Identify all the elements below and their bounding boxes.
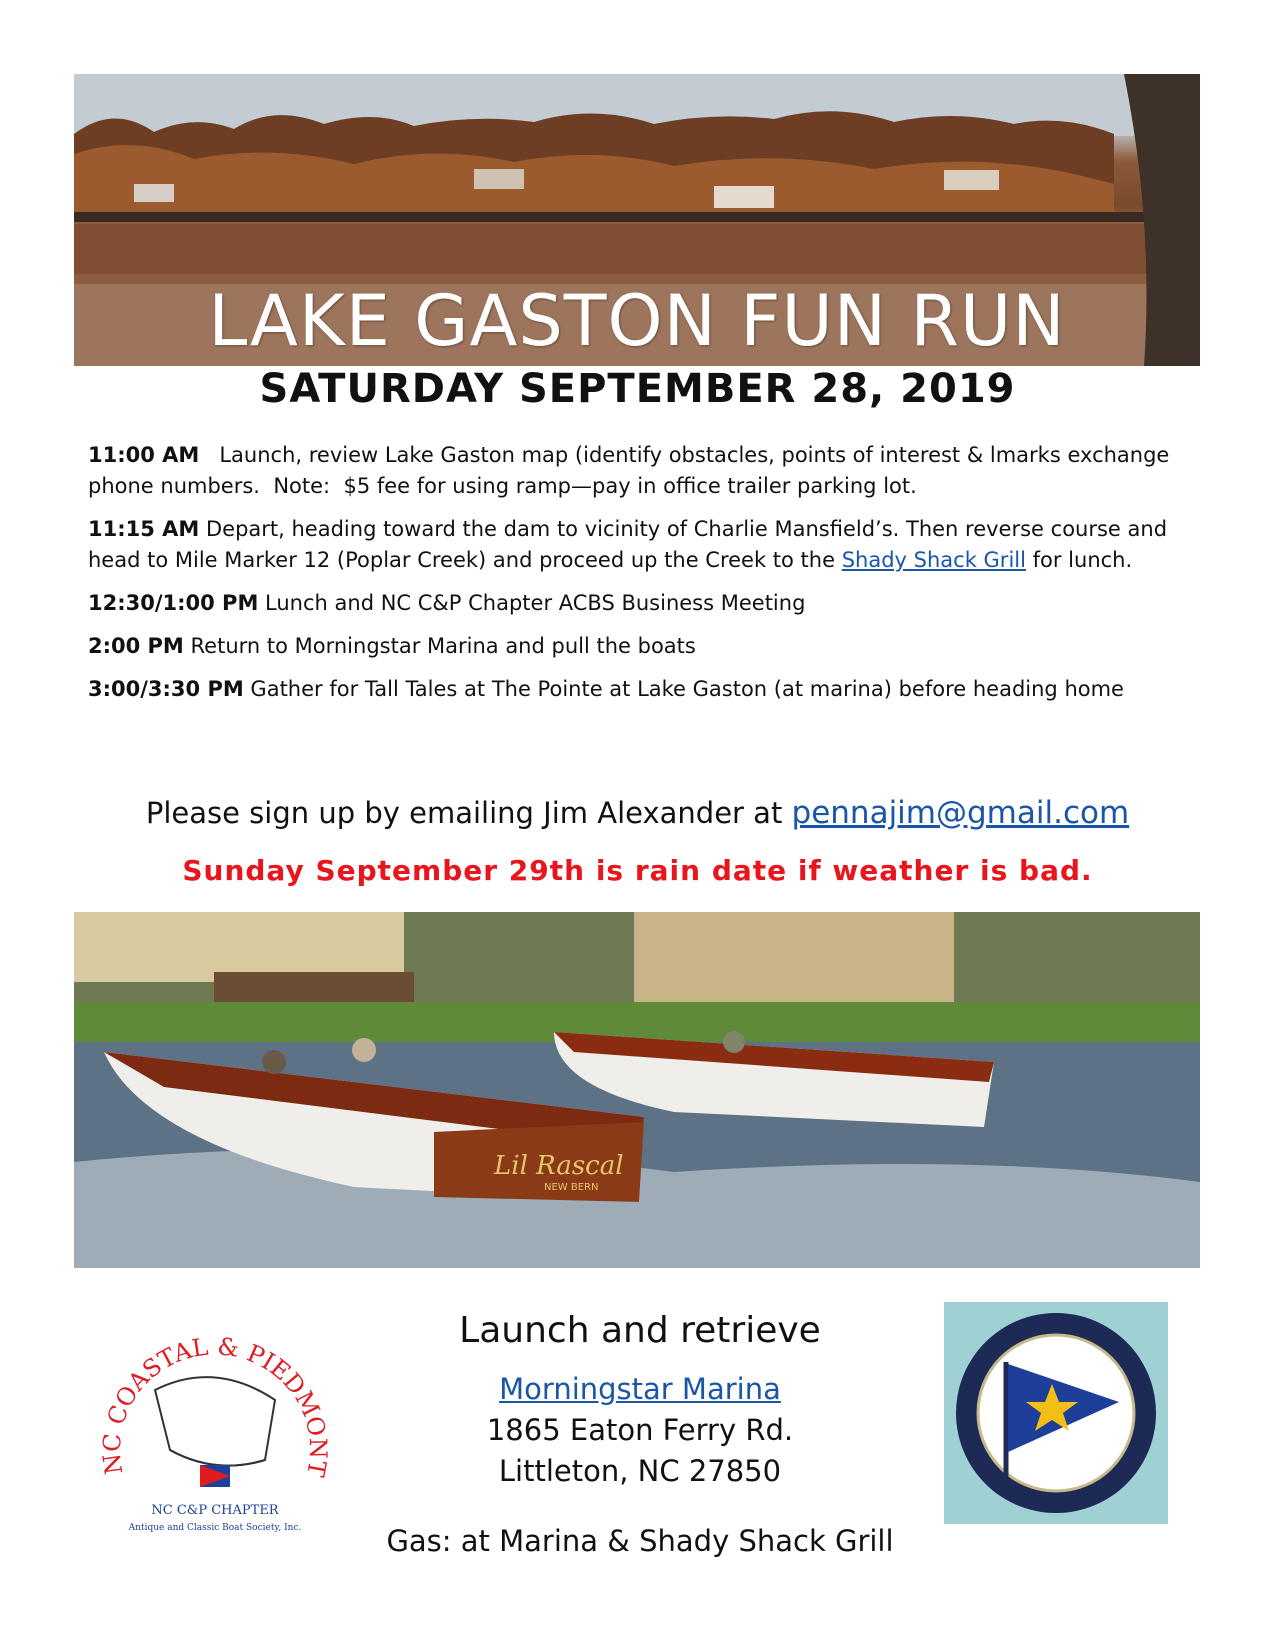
logo-society-text: Antique and Classic Boat Society, Inc. bbox=[128, 1523, 302, 1533]
address-city: Littleton, NC 27850 bbox=[498, 1454, 782, 1488]
schedule-time: 11:15 AM bbox=[88, 517, 200, 541]
schedule-item bbox=[88, 588, 1198, 619]
event-date: SATURDAY SEPTEMBER 28, 2019 bbox=[259, 366, 1016, 412]
schedule-text: Lunch and NC C&P Chapter ACBS Business Meeting bbox=[258, 591, 806, 615]
nc-chapter-logo bbox=[95, 1290, 335, 1550]
schedule-item bbox=[88, 674, 1198, 705]
morningstar-marina-link[interactable]: Morningstar Marina bbox=[499, 1372, 781, 1406]
launch-info bbox=[380, 1310, 900, 1492]
signup-line bbox=[0, 795, 1275, 831]
email-link[interactable]: pennajim@gmail.com bbox=[791, 795, 1130, 831]
boat-home-lettering: NEW BERN bbox=[544, 1182, 599, 1193]
schedule-text: Gather for Tall Tales at The Pointe at Lake Gaston (at marina) before heading home bbox=[243, 677, 1124, 701]
address-street: 1865 Eaton Ferry Rd. bbox=[486, 1413, 794, 1447]
schedule-time: 3:00/3:30 PM bbox=[88, 677, 244, 701]
boats-scene bbox=[74, 912, 1200, 1268]
schedule-text-after: for lunch. bbox=[1025, 548, 1133, 572]
schedule-time: 11:00 AM bbox=[88, 443, 200, 467]
hero-lake-photo bbox=[74, 74, 1200, 366]
schedule-item bbox=[88, 514, 1198, 576]
shady-shack-grill-link[interactable]: Shady Shack Grill bbox=[841, 548, 1026, 572]
schedule-time: 2:00 PM bbox=[88, 634, 184, 658]
logo-ring-text bbox=[98, 1332, 332, 1479]
schedule-text: Launch, review Lake Gaston map (identify obstacles, points of interest & lmarks exchange phone numbers. Note: $5 fee for using ramp—pay in office trailer parking lot. bbox=[88, 443, 1177, 498]
gas-info: Gas: at Marina & Shady Shack Grill bbox=[386, 1524, 894, 1558]
schedule-item bbox=[88, 631, 1198, 662]
schedule-item bbox=[88, 440, 1198, 502]
signup-text: Please sign up by emailing Jim Alexander at bbox=[145, 796, 792, 830]
logo-chapter-text: NC C&P CHAPTER bbox=[151, 1503, 279, 1518]
rain-date-note: Sunday September 29th is rain date if weather is bad. bbox=[182, 854, 1093, 887]
boat-name-lettering: Lil Rascal bbox=[494, 1151, 624, 1181]
acbs-burgee-logo bbox=[944, 1302, 1168, 1524]
launch-heading: Launch and retrieve bbox=[459, 1310, 821, 1351]
schedule-time: 12:30/1:00 PM bbox=[88, 591, 259, 615]
schedule-text: Depart, heading toward the dam to vicinity of Charlie Mansfield’s. Then reverse course and head to Mile Marker 12 (Poplar Creek) and proceed up the Creek to the bbox=[88, 517, 1168, 572]
event-title: LAKE GASTON FUN RUN bbox=[208, 280, 1066, 362]
schedule-list bbox=[88, 440, 1198, 717]
logo-ring-textpath: NC COASTAL & PIEDMONT bbox=[97, 1332, 333, 1479]
boats-photo bbox=[74, 912, 1200, 1268]
schedule-text: Return to Morningstar Marina and pull the boats bbox=[183, 634, 696, 658]
